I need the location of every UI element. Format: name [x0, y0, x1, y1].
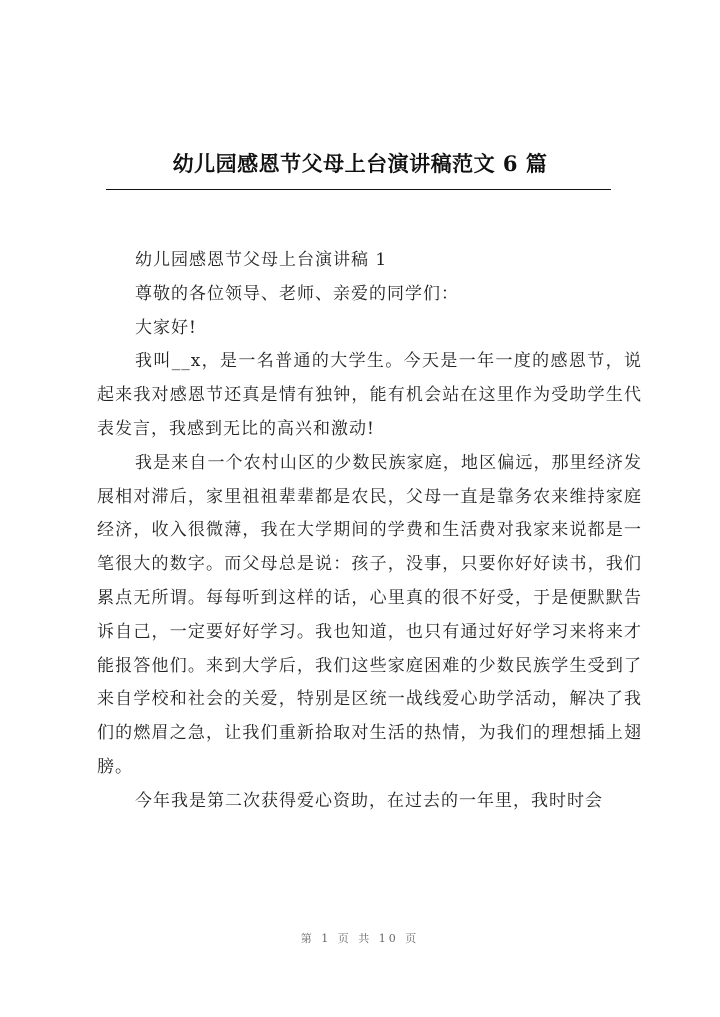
- paragraph-background: 我是来自一个农村山区的少数民族家庭，地区偏远，那里经济发展相对滞后，家里祖祖辈辈都是农民，父母一直是靠务农来维持家庭经济，收入很微薄，我在大学期间的学费和生活费对我家来说都是一笔很大的数字。而父母总是说：孩子，没事，只要你好好读书，我们累点无所谓。每每听到这样的话，心里真的很不好受，于是便默默告诉自己，一定要好好学习。我也知道，也只有通过好好学习来将来才能报答他们。来到大学后，我们这些家庭困难的少数民族学生受到了来自学校和社会的关爱，特别是区统一战线爱心助学活动，解决了我们的燃眉之急，让我们重新拾取对生活的热情，为我们的理想插上翅膀。: [97, 452, 642, 777]
- document-title: 幼儿园感恩节父母上台演讲稿范文 6 篇: [172, 151, 548, 176]
- paragraph-continuation: 今年我是第二次获得爱心资助，在过去的一年里，我时时会: [135, 790, 603, 811]
- paragraph-heading: 幼儿园感恩节父母上台演讲稿 1: [135, 250, 388, 270]
- paragraph-salutation: 尊敬的各位领导、老师、亲爱的同学们：: [135, 283, 459, 304]
- page-number-footer: 第 1 页 共 10 页: [300, 932, 420, 945]
- paragraph-greeting: 大家好!: [135, 317, 197, 338]
- paragraph-intro: 我叫__x，是一名普通的大学生。今天是一年一度的感恩节，说起来我对感恩节还真是情有独钟，能有机会站在这里作为受助学生代表发言，我感到无比的高兴和激动!: [97, 351, 642, 439]
- document-body: [97, 244, 642, 819]
- title-underline: [106, 189, 611, 190]
